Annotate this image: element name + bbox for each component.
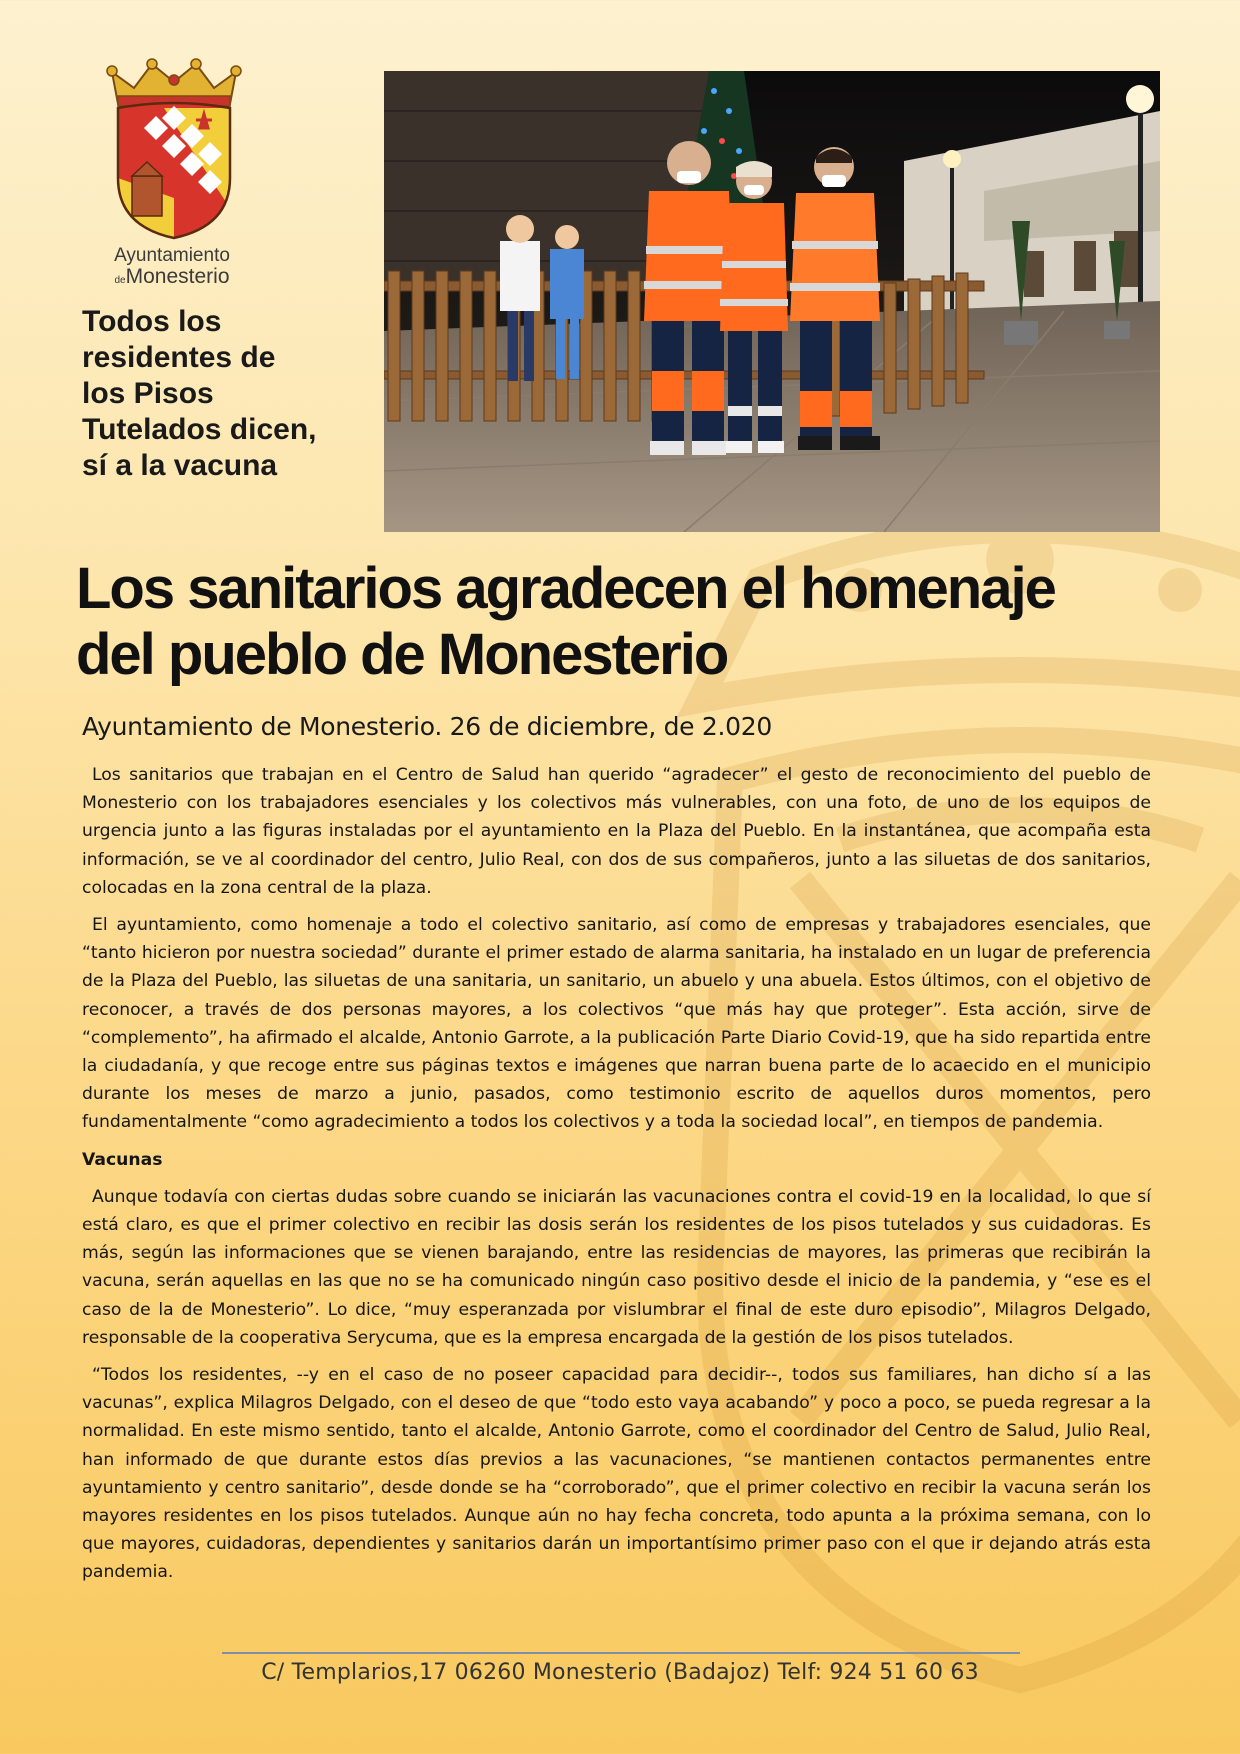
health-workers-photo-icon (384, 71, 1160, 532)
article-body (82, 761, 1151, 1596)
main-title (76, 556, 1176, 688)
side-headline: Todos los residentes de los Pisos Tutelados dicen, sí a la vacuna (82, 305, 317, 482)
subheading-vacunas: Vacunas (82, 1149, 163, 1170)
logo-line-ayuntamiento: Ayuntamiento (114, 245, 230, 266)
dateline: Ayuntamiento de Monesterio. 26 de diciembre, de 2.020 (82, 712, 772, 741)
article-photo (384, 71, 1160, 532)
main-title-line-2: del pueblo de Monesterio (76, 622, 728, 687)
paragraph-4: “Todos los residentes, --y en el caso de no poseer capacidad para decidir--, todos sus familiares, han dicho sí a las vacunas”, explica Milagros Delgado, con el deseo de que “todo esto vaya acabando” y poco a poco, se pueda regresar a la normalidad. En este mismo sentido, tanto el alcalde, Antonio Garrote, como el coordinador del Centro de Salud, Julio Real, han informado de que durante estos días previos a las vacunaciones, “se mantienen contactos permanentes entre ayuntamiento y centro sanitario”, desde donde se ha “corroborado”, que el primer colectivo en recibir la vacuna serán los mayores residentes en los pisos tutelados. Aunque aún no hay fecha concreta, todo apunta a la próxima semana, con lo que mayores, cuidadoras, dependientes y sanitarios darán un importantísimo primer paso con el que ir dejando atrás esta pandemia. (82, 1365, 1151, 1583)
paragraph-2: El ayuntamiento, como homenaje a todo el colectivo sanitario, así como de empresas y trabajadores esenciales, que “tanto hicieron por nuestra sociedad” durante el primer estado de alarma sanitaria, ha instalado en un lugar de preferencia de la Plaza del Pueblo, las siluetas de una sanitaria, un sanitario, un abuelo y una abuela. Estos últimos, con el objetivo de reconocer, a través de dos personas mayores, a los colectivos “que más hay que proteger”. Esta acción, sirve de “complemento”, ha afirmado el alcalde, Antonio Garrote, a la publicación Parte Diario Covid-19, que ha sido repartida entre la ciudadanía, y que recoge entre sus páginas textos e imágenes que narran buena parte de lo acaecido en el municipio durante los meses de marzo a junio, pasados, como testimonio escrito de aquellos duros momentos, pero fundamentalmente “como agradecimiento a todos los colectivos y a toda la sociedad local”, en tiempos de pandemia. (82, 915, 1151, 1133)
footer-address: C/ Templarios,17 06260 Monesterio (Badajoz) Telf: 924 51 60 63 (261, 1660, 979, 1685)
footer-divider (222, 1652, 1020, 1654)
paragraph-1: Los sanitarios que trabajan en el Centro de Salud han querido “agradecer” el gesto de reconocimiento del pueblo de Monesterio con los trabajadores esenciales y los colectivos más vulnerables, con una foto, de uno de los equipos de urgencia junto a las figuras instaladas por el ayuntamiento en la Plaza del Pueblo. En la instantánea, que acompaña esta información, se ve al coordinador del centro, Julio Real, con dos de sus compañeros, junto a las siluetas de dos sanitarios, colocadas en la zona central de la plaza. (82, 765, 1151, 898)
main-title-line-1: Los sanitarios agradecen el homenaje (76, 556, 1055, 621)
paragraph-3: Aunque todavía con ciertas dudas sobre cuando se iniciarán las vacunaciones contra el covid-19 en la localidad, lo que sí está claro, es que el primer colectivo en recibir las dosis serán los residentes de los pisos tutelados y sus cuidadoras. Es más, según las informaciones que se vienen barajando, entre las residencias de mayores, las primeras que recibirán la vacuna, serán aquellas en las que no se ha comunicado ningún caso positivo desde el inicio de la pandemia, y “ese es el caso de la de Monesterio”. Lo dice, “muy esperanzada por vislumbrar el final de este duro episodio”, Milagros Delgado, responsable de la cooperativa Serycuma, que es la empresa encargada de la gestión de los pisos tutelados. (82, 1186, 1151, 1348)
town-crest-icon (104, 58, 244, 243)
logo-town-name: Monesterio (125, 265, 230, 288)
logo-prefix: de (114, 275, 126, 286)
town-logo-label (92, 246, 252, 287)
logo-line-monesterio (92, 266, 252, 287)
